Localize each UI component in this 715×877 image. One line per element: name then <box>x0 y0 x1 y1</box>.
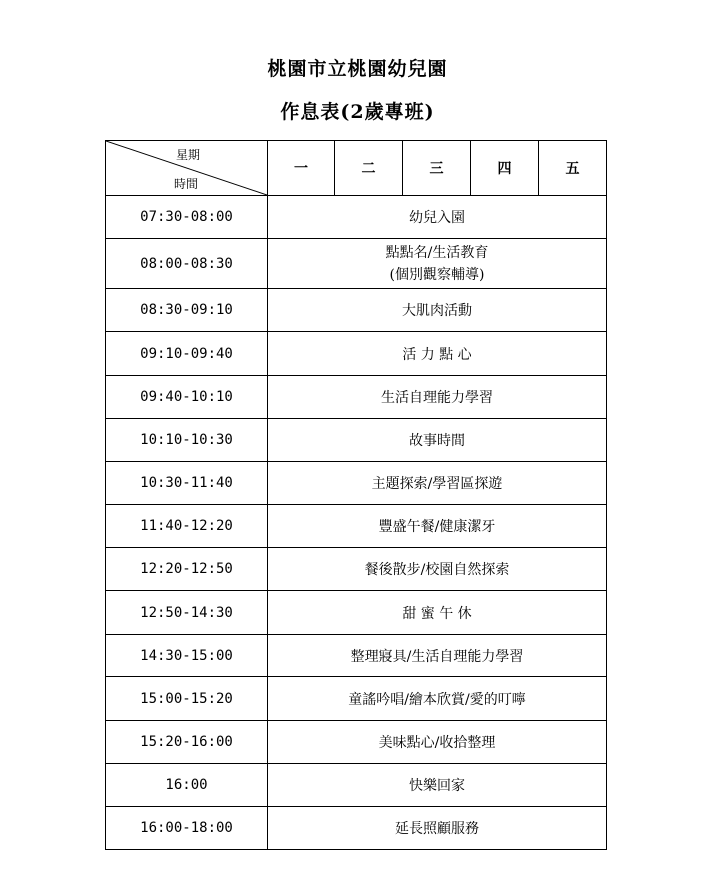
table-row <box>106 807 607 850</box>
time-cell: 12:50-14:30 <box>106 591 268 635</box>
table-row <box>106 677 607 721</box>
activity-cell: 故事時間 <box>268 419 607 462</box>
day-header-thu: 四 <box>471 141 539 196</box>
activity-cell: 延長照顧服務 <box>268 807 607 850</box>
time-cell: 08:00-08:30 <box>106 239 268 289</box>
activity-cell: 甜 蜜 午 休 <box>268 591 607 635</box>
page-subtitle: 作息表(2歲專班) <box>280 101 435 123</box>
time-cell: 14:30-15:00 <box>106 635 268 677</box>
header-row <box>106 141 607 196</box>
table-row <box>106 196 607 239</box>
table-row <box>106 591 607 635</box>
activity-cell: 大肌肉活動 <box>268 289 607 332</box>
time-cell: 11:40-12:20 <box>106 505 268 548</box>
schedule-table <box>105 140 607 850</box>
table-row <box>106 289 607 332</box>
time-cell: 12:20-12:50 <box>106 548 268 591</box>
activity-cell: 豐盛午餐/健康潔牙 <box>268 505 607 548</box>
time-cell: 15:00-15:20 <box>106 677 268 721</box>
table-row <box>106 635 607 677</box>
table-row <box>106 548 607 591</box>
activity-cell: 快樂回家 <box>268 764 607 807</box>
table-row <box>106 332 607 376</box>
activity-line-2: (個別觀察輔導) <box>389 266 485 283</box>
corner-cell <box>106 141 268 196</box>
activity-cell: 餐後散步/校園自然探索 <box>268 548 607 591</box>
time-cell: 15:20-16:00 <box>106 721 268 764</box>
table-row <box>106 764 607 807</box>
day-header-tue: 二 <box>335 141 403 196</box>
activity-cell: 生活自理能力學習 <box>268 376 607 419</box>
activity-cell <box>268 239 607 289</box>
activity-cell: 活 力 點 心 <box>268 332 607 376</box>
table-row <box>106 462 607 505</box>
page-title: 桃園市立桃園幼兒園 <box>267 58 448 80</box>
time-cell: 10:10-10:30 <box>106 419 268 462</box>
time-cell: 16:00-18:00 <box>106 807 268 850</box>
table-row <box>106 419 607 462</box>
activity-cell: 整理寢具/生活自理能力學習 <box>268 635 607 677</box>
time-cell: 07:30-08:00 <box>106 196 268 239</box>
day-header-fri: 五 <box>539 141 607 196</box>
corner-label-time: 時間 <box>174 177 199 191</box>
activity-cell: 主題探索/學習區探遊 <box>268 462 607 505</box>
day-header-wed: 三 <box>403 141 471 196</box>
table-row <box>106 239 607 289</box>
table-row <box>106 505 607 548</box>
table-row <box>106 376 607 419</box>
activity-cell: 童謠吟唱/繪本欣賞/愛的叮嚀 <box>268 677 607 721</box>
activity-line-1: 點點名/生活教育 <box>385 244 489 261</box>
activity-cell: 幼兒入園 <box>268 196 607 239</box>
table-row <box>106 721 607 764</box>
day-header-mon: 一 <box>268 141 335 196</box>
time-cell: 10:30-11:40 <box>106 462 268 505</box>
time-cell: 09:10-09:40 <box>106 332 268 376</box>
activity-cell: 美味點心/收拾整理 <box>268 721 607 764</box>
time-cell: 09:40-10:10 <box>106 376 268 419</box>
time-cell: 08:30-09:10 <box>106 289 268 332</box>
corner-label-weekday: 星期 <box>176 148 201 162</box>
time-cell: 16:00 <box>106 764 268 807</box>
